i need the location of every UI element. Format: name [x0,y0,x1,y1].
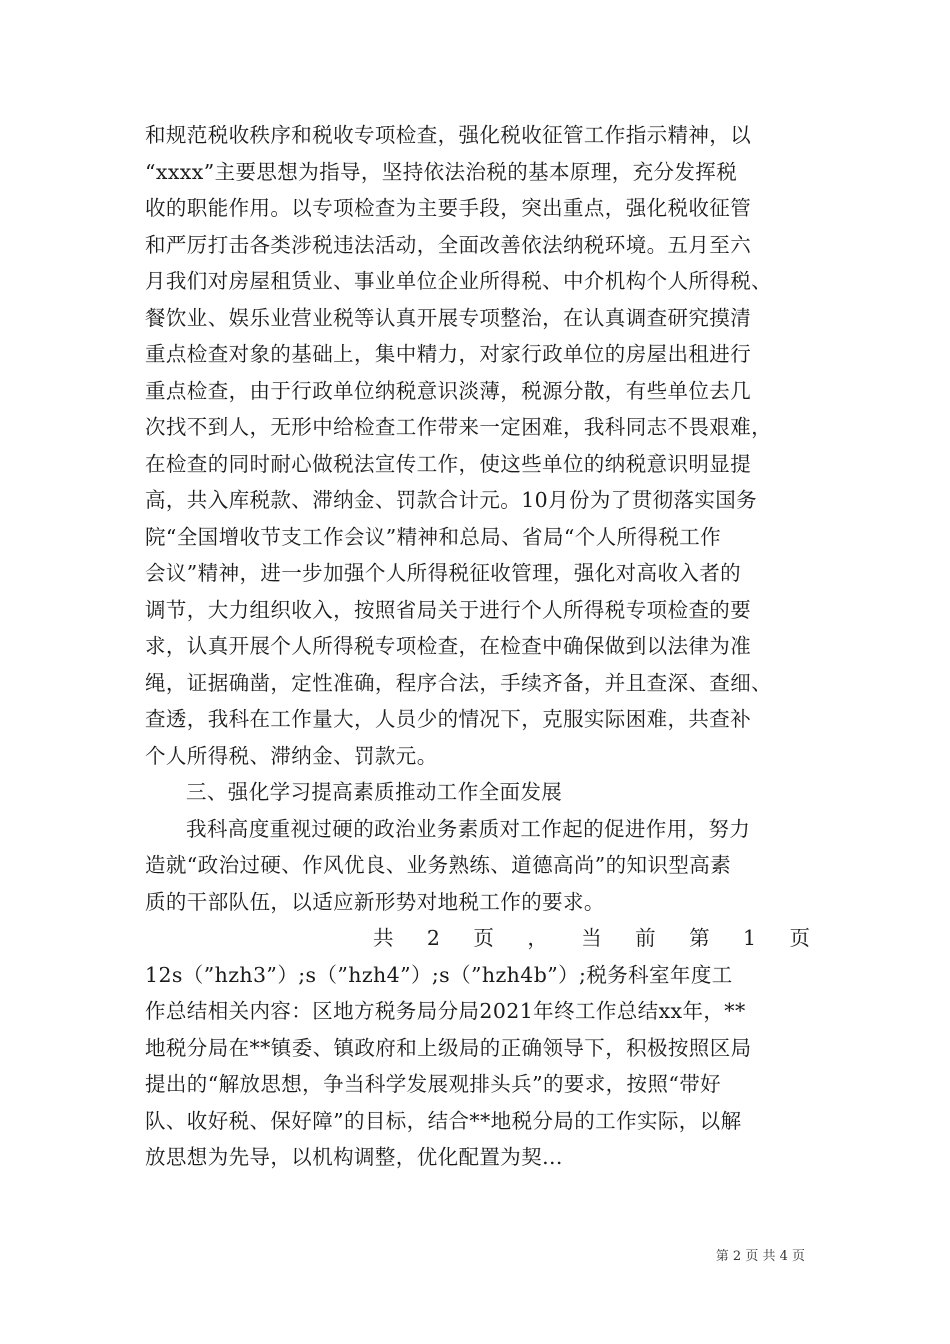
body-line: 院“全国增收节支工作会议”精神和总局、省局“个人所得税工作 [145,524,722,549]
body-line: 月我们对房屋租赁业、事业单位企业所得税、中介机构个人所得税、 [145,269,772,293]
body-line: 和严厉打击各类涉税违法活动，全面改善依法纳税环境。五月至六 [145,232,752,257]
body-line: 重点检查，由于行政单位纳税意识淡薄，税源分散，有些单位去几 [145,378,752,403]
page-count-token: 页 [473,926,494,950]
body-line: 放思想为先导，以机构调整，优化配置为契... [145,1145,563,1169]
body-line: 在检查的同时耐心做税法宣传工作，使这些单位的纳税意识明显提 [145,451,752,476]
body-line: 提出的“解放思想，争当科学发展观排头兵”的要求，按照“带好 [145,1072,722,1096]
body-line: 造就“政治过硬、作风优良、业务熟练、道德高尚”的知识型高素 [145,853,732,877]
page-count-token: 前 [635,926,656,950]
page-count-token: ， [527,926,548,950]
body-line: 餐饮业、娱乐业营业税等认真开展专项整治，在认真调查研究摸清 [145,305,752,330]
body-line: 我科高度重视过硬的政治业务素质对工作起的促进作用，努力 [186,816,751,841]
body-line: 收的职能作用。以专项检查为主要手段，突出重点，强化税收征管 [145,196,752,220]
body-line: 12s（”hzh3”）;s（”hzh4”）;s（”hzh4b”）;税务科室年度工 [145,962,733,987]
body-line: 次找不到人，无形中给检查工作带来一定困难，我科同志不畏艰难， [145,415,772,439]
body-line: 绳，证据确凿，定性准确，程序合法，手续齐备，并且查深、查细、 [145,670,772,695]
page-count-token: 第 [689,926,710,950]
body-line: 作总结相关内容：区地方税务局分局2021年终工作总结xx年，** [145,999,746,1023]
page-count-token: 共 [373,926,394,950]
page-count-token: 当 [581,926,602,950]
body-line: 会议”精神，进一步加强个人所得税征收管理，强化对高收入者的 [145,561,742,585]
body-line: 和规范税收秩序和税收专项检查，强化税收征管工作指示精神，以 [145,123,752,147]
body-line: 调节，大力组织收入，按照省局关于进行个人所得税专项检查的要 [145,597,752,622]
page-count-token: 页 [789,926,810,950]
page-count-token: 1 [743,926,757,950]
body-line: 重点检查对象的基础上，集中精力，对家行政单位的房屋出租进行 [145,342,752,366]
page-count-token: 2 [426,926,440,950]
body-line: 地税分局在**镇委、镇政府和上级局的正确领导下，积极按照区局 [145,1035,752,1060]
body-line: “xxxx”主要思想为指导，坚持依法治税的基本原理，充分发挥税 [145,159,738,184]
page-count-line [145,920,810,957]
body-line: 个人所得税、滞纳金、罚款元。 [145,743,438,768]
body-line: 队、收好税、保好障”的目标，结合**地税分局的工作实际，以解 [145,1108,742,1133]
body-line: 查透，我科在工作量大，人员少的情况下，克服实际困难，共查补 [145,707,752,731]
body-line: 高，共入库税款、滞纳金、罚款合计元。10月份为了贯彻落实国务 [145,488,758,512]
body-line: 求，认真开展个人所得税专项检查，在检查中确保做到以法律为准 [145,634,752,658]
page-footer: 第 2 页 共 4 页 [715,1249,805,1264]
body-line: 质的干部队伍，以适应新形势对地税工作的要求。 [145,889,605,914]
document-body [145,117,810,1176]
section-heading: 三、强化学习提高素质推动工作全面发展 [186,780,563,804]
